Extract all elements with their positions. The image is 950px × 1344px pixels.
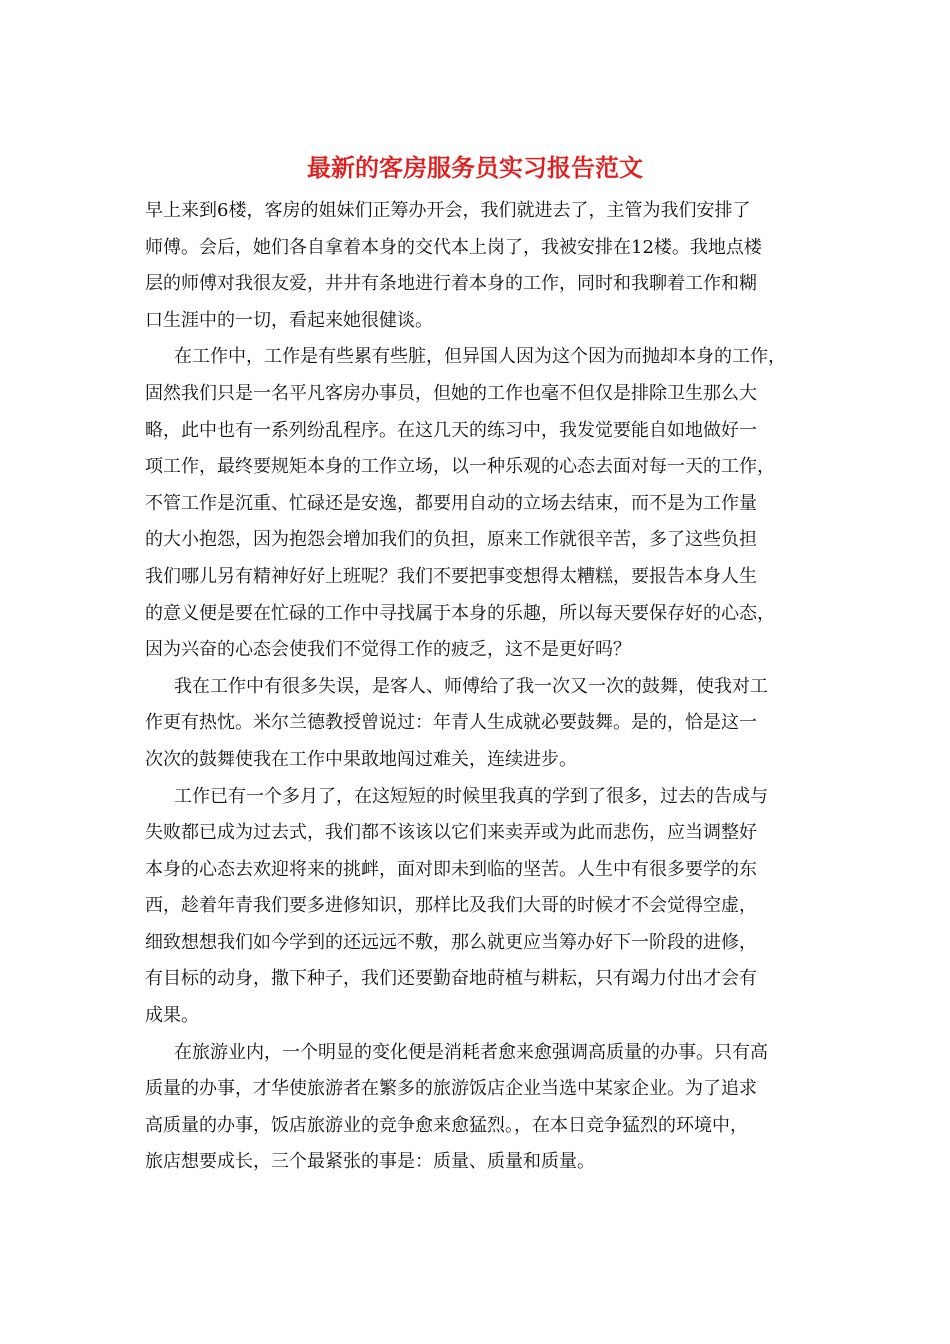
text-line: 细致想想我们如今学到的还远远不敷，那么就更应当筹办好下一阶段的进修， [145, 931, 757, 953]
text-line: 高质量的办事，饭店旅游业的竞争愈来愈猛烈。，在本日竞争猛烈的环境中， [145, 1114, 748, 1136]
text-line: 的意义便是要在忙碌的工作中寻找属于本身的乐趣，所以每天要保存好的心态， [145, 602, 775, 624]
text-line: 成果。 [145, 1005, 199, 1027]
text-line: 西，趁着年青我们要多进修知识，那样比及我们大哥的时候才不会觉得空虚， [145, 895, 757, 917]
text-line: 我在工作中有很多失误，是客人、师傅给了我一次又一次的鼓舞，使我对工 [174, 675, 768, 697]
text-line: 的大小抱怨，因为抱怨会增加我们的负担，原来工作就很辛苦，多了这些负担 [145, 529, 757, 551]
text-line: 层的师傅对我很友爱，井井有条地进行着本身的工作，同时和我聊着工作和糊 [145, 273, 757, 295]
text-line: 在旅游业内，一个明显的变化便是消耗者愈来愈强调高质量的办事。只有高 [174, 1041, 768, 1063]
text-line: 不管工作是沉重、忙碌还是安逸，都要用自动的立场去结束，而不是为工作量 [145, 492, 757, 514]
text-line: 我们哪儿另有精神好好上班呢？我们不要把事变想得太糟糕，要报告本身人生 [145, 565, 757, 587]
text-line: 在工作中，工作是有些累有些脏，但异国人因为这个因为而抛却本身的工作， [174, 346, 786, 368]
text-line: 次次的鼓舞使我在工作中果敢地闯过难关，连续进步。 [145, 748, 577, 770]
text-line: 师傅。会后，她们各自拿着本身的交代本上岗了，我被安排在12楼。我地点楼 [145, 236, 762, 258]
text-line: 略，此中也有一系列纷乱程序。在这几天的练习中，我发觉要能自如地做好一 [145, 419, 757, 441]
text-line: 因为兴奋的心态会使我们不觉得工作的疲乏，这不是更好吗？ [145, 639, 631, 661]
document-title: 最新的客房服务员实习报告范文 [307, 153, 643, 182]
text-line: 质量的办事，才华使旅游者在繁多的旅游饭店企业当选中某家企业。为了追求 [145, 1078, 757, 1100]
text-line: 固然我们只是一名平凡客房办事员，但她的工作也毫不但仅是排除卫生那么大 [145, 382, 757, 404]
text-line: 旅店想要成长，三个最紧张的事是：质量、质量和质量。 [145, 1151, 595, 1173]
text-line: 有目标的动身，撒下种子，我们还要勤奋地莳植与耕耘，只有竭力付出才会有 [145, 968, 757, 990]
text-line: 本身的心态去欢迎将来的挑衅，面对即未到临的坚苦。人生中有很多要学的东 [145, 858, 757, 880]
text-line: 项工作，最终要规矩本身的工作立场，以一种乐观的心态去面对每一天的工作， [145, 456, 775, 478]
text-line: 早上来到6楼，客房的姐妹们正筹办开会，我们就进去了，主管为我们安排了 [145, 200, 751, 221]
text-line: 作更有热忱。米尔兰德教授曾说过：年青人生成就必要鼓舞。是的，恰是这一 [145, 712, 757, 734]
document-body [145, 193, 808, 1181]
text-line: 失败都已成为过去式，我们都不该该以它们来卖弄或为此而悲伤，应当调整好 [145, 822, 757, 844]
text-line: 工作已有一个多月了，在这短短的时候里我真的学到了很多，过去的告成与 [174, 785, 768, 807]
text-line: 口生涯中的一切，看起来她很健谈。 [145, 309, 433, 331]
